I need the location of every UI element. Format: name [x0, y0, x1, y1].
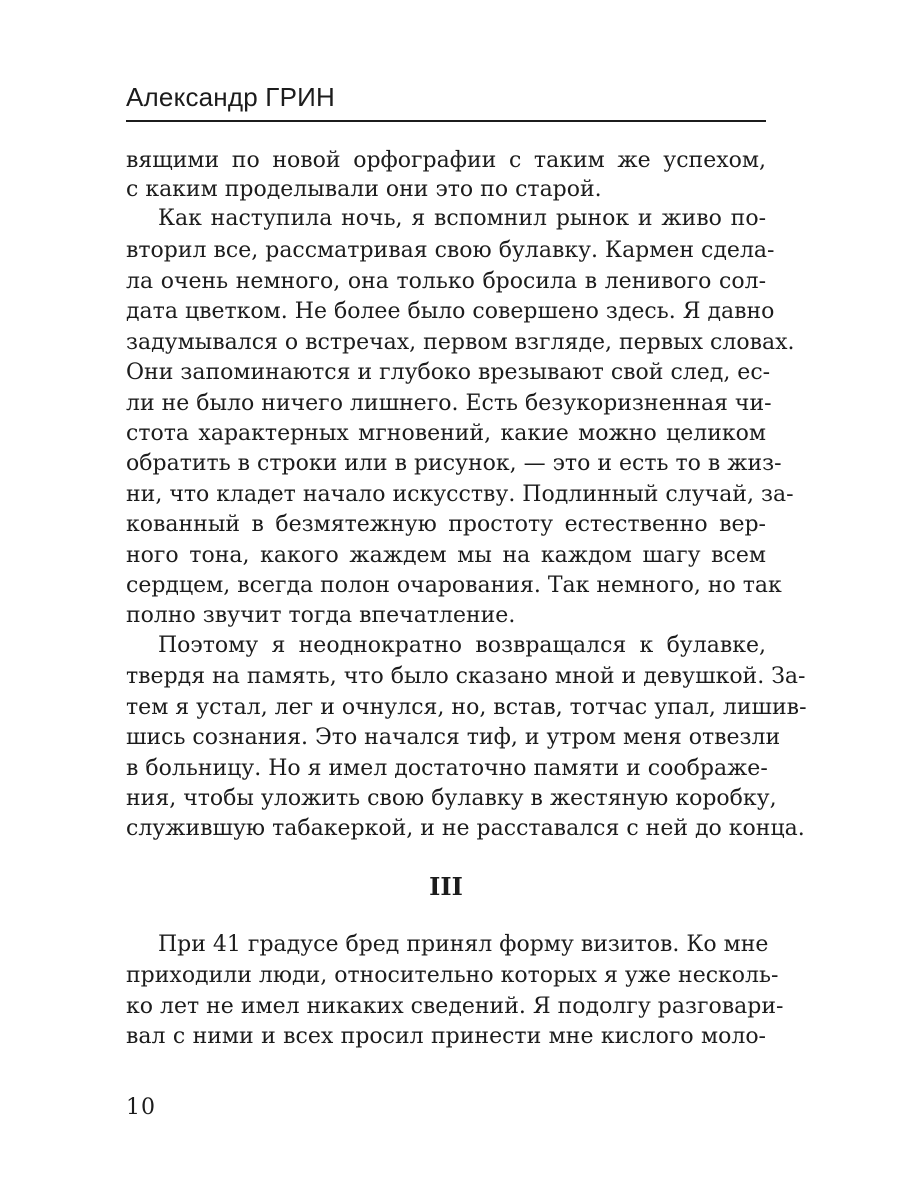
text-line: с каким проделывали они это по старой.	[126, 177, 602, 202]
header-rule	[126, 120, 766, 122]
text-line: обратить в строки или в рисунок, — это и есть то в жиз-	[126, 451, 782, 476]
text-line: кованный в безмятежную простоту естественно вер-	[126, 512, 766, 537]
text-line: полно звучит тогда впечатление.	[126, 603, 516, 628]
text-line: ла очень немного, она только бросила в ленивого сол-	[126, 269, 766, 294]
paragraph-first-line: Как наступила ночь, я вспомнил рынок и живо по-	[158, 206, 766, 231]
text-line: сердцем, всегда полон очарования. Так немного, но так	[126, 573, 782, 598]
text-line: в больницу. Но я имел достаточно памяти и соображе-	[126, 756, 768, 781]
text-line: служившую табакеркой, и не расставался с ней до конца.	[126, 816, 805, 841]
text-line: ния, чтобы уложить свою булавку в жестяную коробку,	[126, 786, 777, 811]
section-heading: III	[429, 872, 463, 901]
running-head: Александр ГРИН	[126, 82, 335, 112]
text-line: стота характерных мгновений, какие можно целиком	[126, 421, 766, 446]
text-line: приходили люди, относительно которых я уже несколь-	[126, 963, 779, 988]
text-line: ли не было ничего лишнего. Есть безукоризненная чи-	[126, 391, 772, 416]
text-line: вторил все, рассматривая свою булавку. Кармен сдела-	[126, 238, 775, 263]
text-line: тем я устал, лег и очнулся, но, встав, тотчас упал, лишив-	[126, 695, 807, 720]
text-line: твердя на память, что было сказано мной и девушкой. За-	[126, 664, 806, 689]
text-line: ни, что кладет начало искусству. Подлинный случай, за-	[126, 482, 794, 507]
text-line: вал с ними и всех просил принести мне кислого моло-	[126, 1024, 766, 1049]
text-line: ного тона, какого жаждем мы на каждом шагу всем	[126, 543, 766, 568]
text-line: Они запоминаются и глубоко врезывают свой след, ес-	[126, 360, 771, 385]
text-line: вящими по новой орфографии с таким же успехом,	[126, 148, 766, 173]
page-number: 10	[126, 1095, 156, 1120]
text-line: ко лет не имел никаких сведений. Я подолгу разговари-	[126, 994, 784, 1019]
paragraph-first-line: Поэтому я неоднократно возвращался к булавке,	[158, 633, 766, 658]
text-line: задумывался о встречах, первом взгляде, первых словах.	[126, 330, 795, 355]
text-line: дата цветком. Не более было совершено здесь. Я давно	[126, 299, 775, 324]
text-line: шись сознания. Это начался тиф, и утром меня отвезли	[126, 725, 781, 750]
paragraph-first-line: При 41 градусе бред принял форму визитов. Ко мне	[158, 932, 769, 957]
